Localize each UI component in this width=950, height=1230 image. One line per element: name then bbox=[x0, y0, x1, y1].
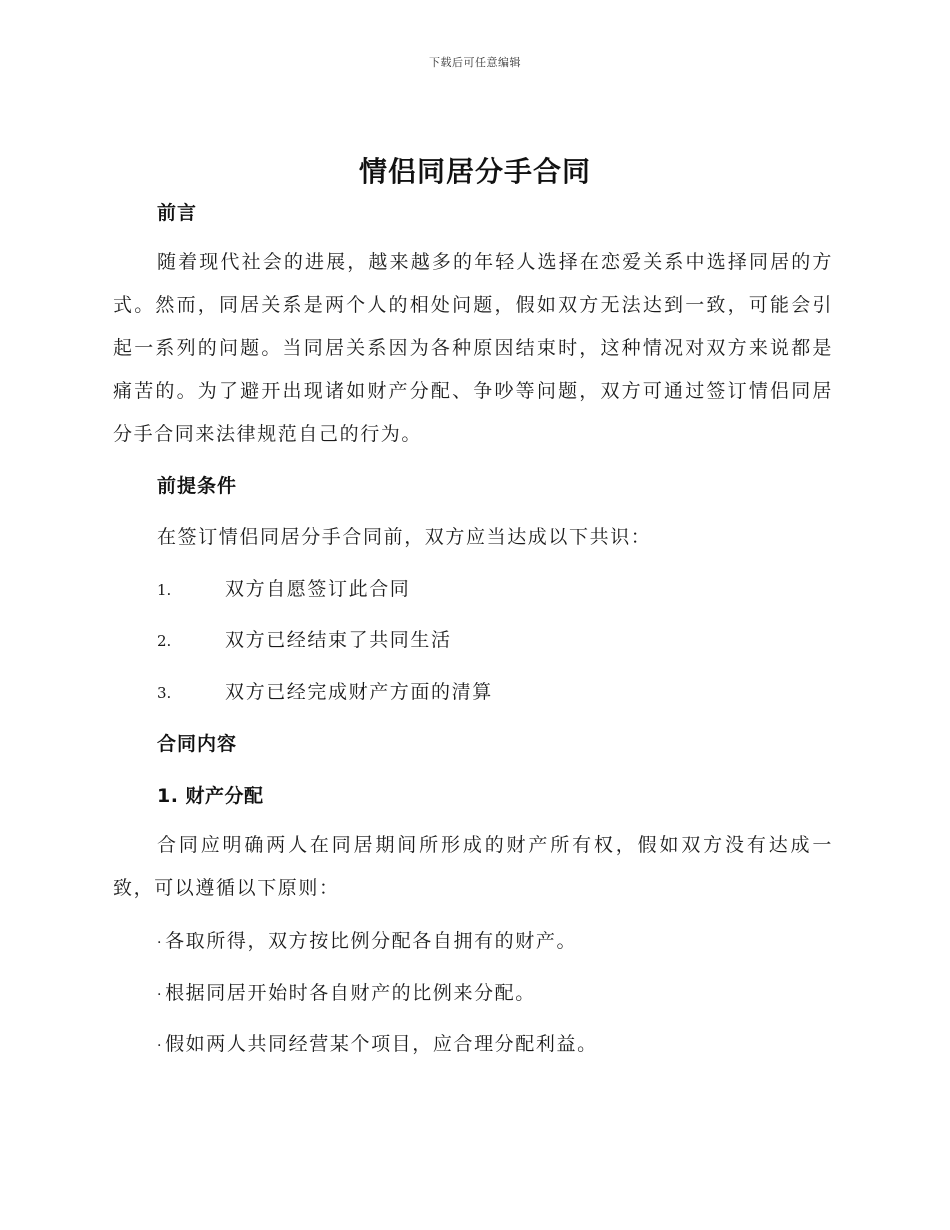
list-text: 双方已经结束了共同生活 bbox=[225, 629, 452, 651]
bullet-mark: · bbox=[157, 935, 164, 951]
precondition-item-3 bbox=[157, 677, 493, 704]
property-division-subheading: 1. 财产分配 bbox=[157, 785, 264, 807]
bullet-text: 各取所得，双方按比例分配各自拥有的财产。 bbox=[165, 930, 578, 952]
preface-paragraph: 随着现代社会的进展，越来越多的年轻人选择在恋爱关系中选择同居的方式。然而，同居关系是两个人的相处问题，假如双方无法达到一致，可能会引起一系列的问题。当同居关系因为各种原因结束时，这种情况对双方来说都是痛苦的。为了避开出现诸如财产分配、争吵等问题，双方可通过签订情侣同居分手合同来法律规范自己的行为。 bbox=[113, 251, 833, 445]
list-number: 1. bbox=[157, 581, 172, 599]
bullet-item-1 bbox=[157, 926, 577, 953]
preconditions-intro: 在签订情侣同居分手合同前，双方应当达成以下共识： bbox=[157, 526, 652, 548]
bullet-item-3 bbox=[157, 1029, 598, 1056]
precondition-item-2 bbox=[157, 625, 452, 652]
list-number: 3. bbox=[157, 684, 172, 702]
bullet-text: 假如两人共同经营某个项目，应合理分配利益。 bbox=[165, 1033, 598, 1055]
property-division-paragraph: 合同应明确两人在同居期间所形成的财产所有权，假如双方没有达成一致，可以遵循以下原则： bbox=[113, 834, 833, 899]
list-number: 2. bbox=[157, 632, 172, 650]
bullet-mark: · bbox=[157, 987, 164, 1003]
bullet-mark: · bbox=[157, 1038, 164, 1054]
header-note: 下载后可任意编辑 bbox=[429, 56, 521, 69]
bullet-text: 根据同居开始时各自财产的比例来分配。 bbox=[165, 982, 536, 1004]
list-text: 双方自愿签订此合同 bbox=[225, 578, 411, 600]
bullet-item-2 bbox=[157, 978, 536, 1005]
preface-heading: 前言 bbox=[157, 202, 198, 224]
list-text: 双方已经完成财产方面的清算 bbox=[225, 681, 493, 703]
contract-content-heading: 合同内容 bbox=[157, 733, 238, 755]
precondition-item-1 bbox=[157, 574, 410, 601]
preconditions-heading: 前提条件 bbox=[157, 475, 238, 497]
document-title: 情侣同居分手合同 bbox=[358, 155, 591, 188]
